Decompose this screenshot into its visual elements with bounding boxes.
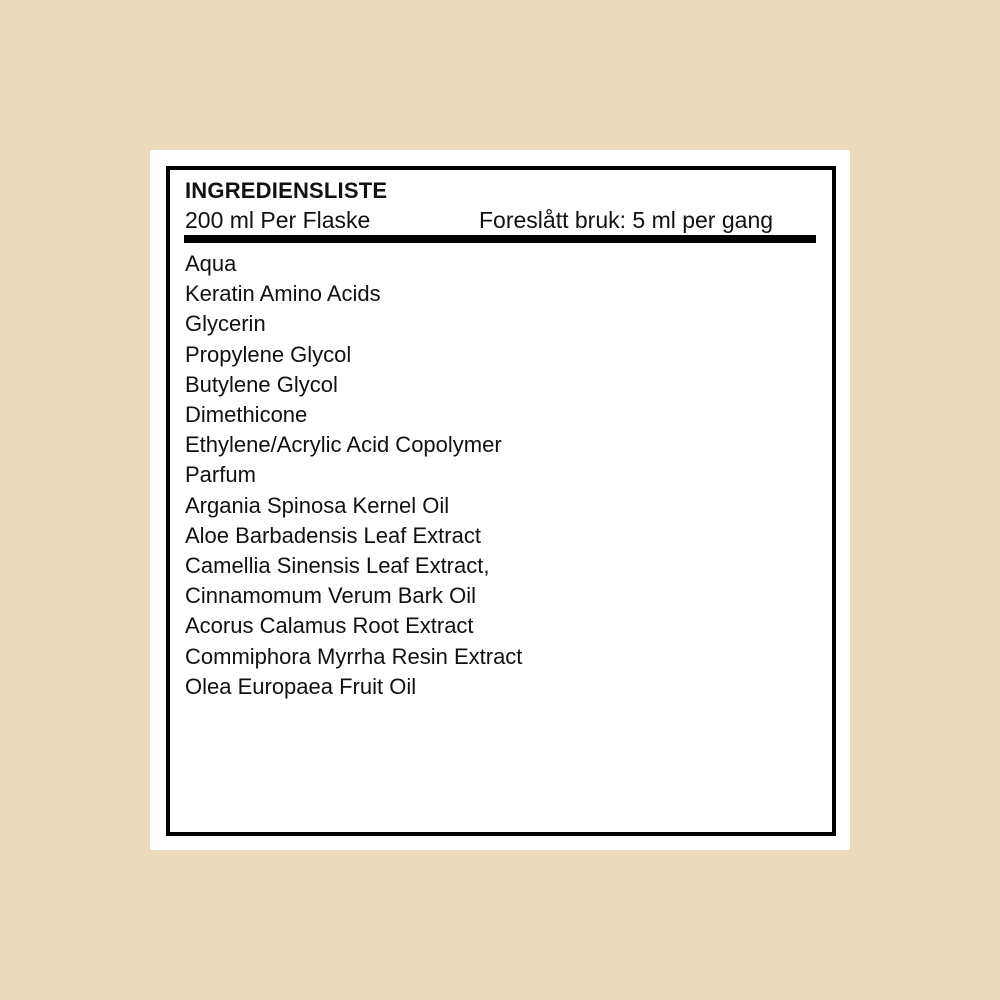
ingredient-item: Propylene Glycol <box>185 341 352 367</box>
ingredient-item: Keratin Amino Acids <box>185 281 381 307</box>
ingredient-item: Dimethicone <box>185 402 308 428</box>
ingredient-item: Commiphora Myrrha Resin Extract <box>185 643 523 669</box>
ingredient-item: Acorus Calamus Root Extract <box>185 613 474 639</box>
ingredient-item: Butylene Glycol <box>185 371 338 397</box>
ingredient-item: Ethylene/Acrylic Acid Copolymer <box>185 432 502 458</box>
ingredient-list <box>185 249 522 702</box>
ingredient-item: Glycerin <box>185 311 266 337</box>
ingredient-item: Aqua <box>185 251 237 276</box>
ingredient-item: Cinnamomum Verum Bark Oil <box>185 583 476 609</box>
ingredient-item: Argania Spinosa Kernel Oil <box>185 492 450 518</box>
ingredient-item: Camellia Sinensis Leaf Extract, <box>185 553 490 579</box>
usage-text: Foreslått bruk: 5 ml per gang <box>479 207 774 233</box>
ingredient-item: Parfum <box>185 462 256 488</box>
header-divider <box>184 235 816 243</box>
ingredient-item: Olea Europaea Fruit Oil <box>185 673 417 699</box>
volume-text: 200 ml Per Flaske <box>185 207 371 233</box>
ingredient-item: Aloe Barbadensis Leaf Extract <box>185 522 481 548</box>
label-title: INGREDIENSLISTE <box>185 178 388 203</box>
